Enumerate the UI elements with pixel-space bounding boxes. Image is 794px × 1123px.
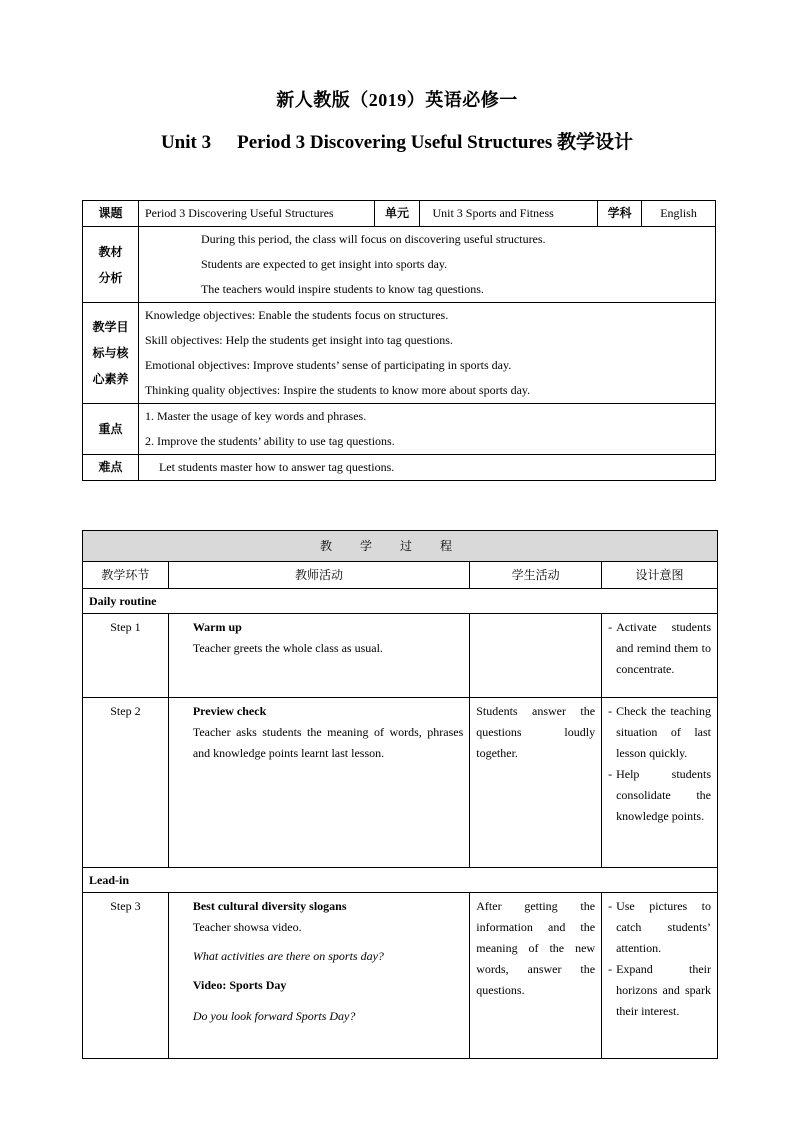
student-activity xyxy=(470,614,602,698)
key-points-label: 重点 xyxy=(83,404,139,455)
key-point-line: 2. Improve the students’ ability to use tag questions. xyxy=(144,434,395,448)
objective-line: Skill objectives: Help the students get insight into tag questions. xyxy=(144,333,453,347)
objectives-label: 教学目标与核心素养 xyxy=(83,303,139,404)
intent-text: Use pictures to catch students’ attention. xyxy=(616,899,711,955)
document-title: 新人教版（2019）英语必修一 xyxy=(276,90,518,110)
design-intent xyxy=(602,614,718,698)
objective-line: Thinking quality objectives: Inspire the students to know more about sports day. xyxy=(144,383,531,397)
list-item: - Help students consolidate the knowledge points. xyxy=(608,764,711,827)
subject-value: English xyxy=(642,201,716,227)
intent-text: Activate students and remind them to concentrate. xyxy=(616,620,711,676)
topic-value: Period 3 Discovering Useful Structures xyxy=(138,201,374,227)
table-row xyxy=(83,614,718,698)
document-subtitle xyxy=(0,127,794,154)
period-title: Period 3 Discovering Useful Structures 教学设计 xyxy=(237,132,634,153)
col-student-header: 学生活动 xyxy=(470,562,602,589)
student-activity: After getting the information and the meaning of the new words, answer the questions. xyxy=(470,893,602,1059)
key-points-content xyxy=(138,404,715,455)
list-item: - Expand their horizons and spark their interest. xyxy=(608,959,711,1022)
section-daily-routine: Daily routine xyxy=(83,589,718,614)
subject-label: 学科 xyxy=(598,201,642,227)
col-stage-header: 教学环节 xyxy=(83,562,169,589)
student-activity: Students answer the questions loudly together. xyxy=(470,698,602,868)
activity-heading: Warm up xyxy=(192,620,242,634)
step-label: Step 3 xyxy=(83,893,169,1059)
analysis-label: 教材分析 xyxy=(83,227,139,303)
teacher-activity xyxy=(168,698,469,868)
activity-text: Teacher showsa video. xyxy=(192,920,302,934)
activity-heading: Best cultural diversity slogans xyxy=(192,899,347,913)
intent-text: Expand their horizons and spark their interest. xyxy=(616,962,711,1018)
analysis-content xyxy=(138,227,715,303)
difficulty-value: Let students master how to answer tag questions. xyxy=(138,455,715,481)
unit-field-label: 单元 xyxy=(374,201,420,227)
analysis-line: During this period, the class will focus on discovering useful structures. xyxy=(200,232,546,246)
intent-text: Check the teaching situation of last lesson quickly. xyxy=(616,704,711,760)
unit-label: Unit 3 xyxy=(160,132,212,153)
activity-text: Teacher asks students the meaning of words, phrases and knowledge points learnt last lesson. xyxy=(192,725,464,760)
list-item: - Check the teaching situation of last lesson quickly. xyxy=(608,701,711,764)
question-text: Do you look forward Sports Day? xyxy=(192,1009,356,1023)
teacher-activity xyxy=(168,893,469,1059)
objective-line: Knowledge objectives: Enable the students focus on structures. xyxy=(144,308,449,322)
step-label: Step 1 xyxy=(83,614,169,698)
analysis-line: Students are expected to get insight into sports day. xyxy=(200,257,448,271)
col-intent-header: 设计意图 xyxy=(602,562,718,589)
question-text: What activities are there on sports day? xyxy=(192,949,384,963)
design-intent xyxy=(602,698,718,868)
unit-field-value: Unit 3 Sports and Fitness xyxy=(420,201,598,227)
key-point-line: 1. Master the usage of key words and phrases. xyxy=(144,409,367,423)
objective-line: Emotional objectives: Improve students’ sense of participating in sports day. xyxy=(144,358,512,372)
process-title: 教学过程 xyxy=(83,531,718,562)
table-row xyxy=(83,698,718,868)
analysis-line: The teachers would inspire students to know tag questions. xyxy=(200,282,484,296)
teaching-process-table xyxy=(82,530,718,1059)
step-label: Step 2 xyxy=(83,698,169,868)
col-teacher-header: 教师活动 xyxy=(168,562,469,589)
course-info-table xyxy=(82,200,716,481)
list-item: - Activate students and remind them to concentrate. xyxy=(608,617,711,680)
list-item: - Use pictures to catch students’ attention. xyxy=(608,896,711,959)
teacher-activity xyxy=(168,614,469,698)
activity-text: Teacher greets the whole class as usual. xyxy=(192,641,383,655)
intent-text: Help students consolidate the knowledge points. xyxy=(616,767,711,823)
table-row xyxy=(83,893,718,1059)
design-intent xyxy=(602,893,718,1059)
objectives-content xyxy=(138,303,715,404)
activity-heading: Preview check xyxy=(192,704,267,718)
video-title: Video: Sports Day xyxy=(192,978,287,992)
section-lead-in: Lead-in xyxy=(83,868,718,893)
topic-label: 课题 xyxy=(83,201,139,227)
difficulty-label: 难点 xyxy=(83,455,139,481)
